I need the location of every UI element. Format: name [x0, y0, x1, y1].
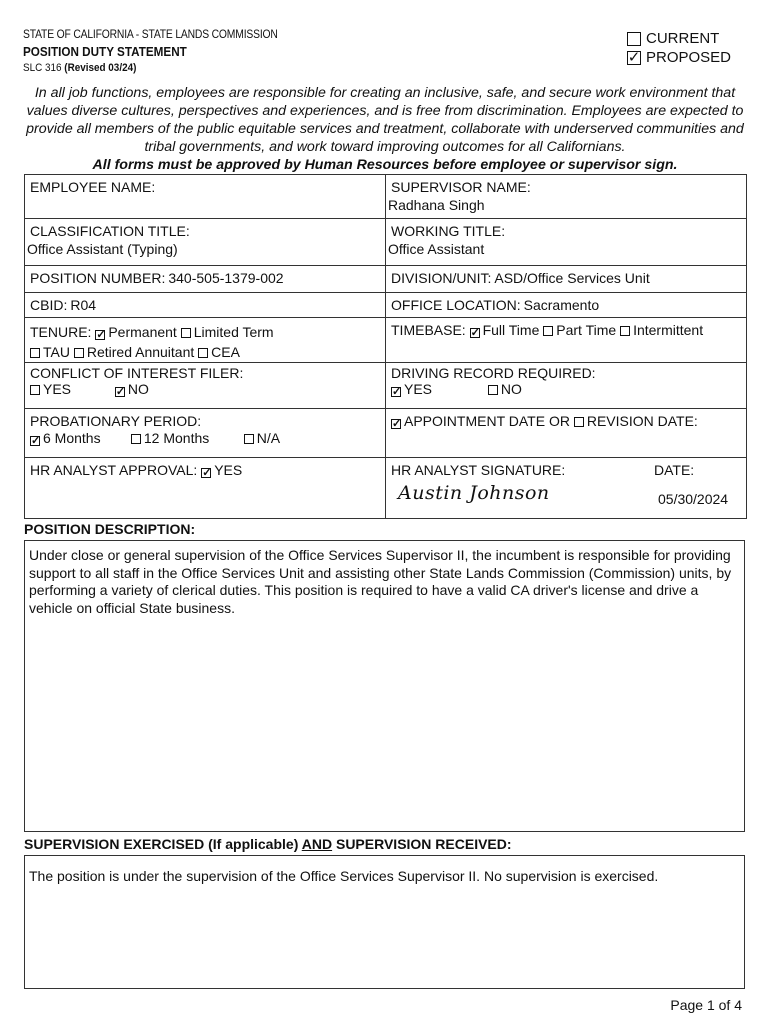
hr-approval-yes-label: YES [214, 462, 243, 478]
position-number-label: POSITION NUMBER: [30, 270, 166, 286]
tenure-retired-checkbox[interactable] [74, 348, 84, 358]
probation-cell [25, 409, 386, 458]
appointment-date-checkbox[interactable] [391, 419, 401, 429]
supervision-title-part2: SUPERVISION RECEIVED: [335, 836, 512, 852]
tenure-permanent-checkbox[interactable] [95, 330, 105, 340]
employee-name-cell[interactable] [25, 175, 386, 219]
employee-name-value[interactable] [25, 195, 385, 197]
probation-label: PROBATIONARY PERIOD: [30, 413, 202, 429]
tenure-cea-label: CEA [211, 344, 240, 360]
division-cell[interactable] [386, 266, 747, 293]
position-description-title: POSITION DESCRIPTION: [24, 521, 196, 537]
coi-label: CONFLICT OF INTEREST FILER: [30, 365, 244, 381]
working-title-label: WORKING TITLE: [391, 223, 506, 239]
appointment-cell [386, 409, 747, 458]
form-revision: (Revised 03/24) [64, 62, 137, 74]
office-location-cell[interactable] [386, 293, 747, 318]
office-location-label: OFFICE LOCATION: [391, 297, 521, 313]
driving-yes-checkbox[interactable] [391, 387, 401, 397]
hr-signature-cell [386, 458, 747, 519]
tenure-cea-checkbox[interactable] [198, 348, 208, 358]
page-number: Page 1 of 4 [670, 997, 742, 1013]
timebase-part-checkbox[interactable] [543, 326, 553, 336]
tenure-cell [25, 318, 386, 363]
supervision-box[interactable] [24, 855, 745, 989]
proposed-label: PROPOSED [646, 49, 732, 66]
hr-approval-checkbox[interactable] [201, 468, 211, 478]
date-value[interactable]: 05/30/2024 [658, 491, 729, 507]
classification-label: CLASSIFICATION TITLE: [30, 223, 190, 239]
supervisor-name-cell[interactable] [386, 175, 747, 219]
status-current[interactable] [627, 30, 719, 47]
probation-6-label: 6 Months [43, 430, 101, 446]
tenure-tau-checkbox[interactable] [30, 348, 40, 358]
current-label: CURRENT [646, 30, 720, 47]
driving-no-label: NO [500, 381, 522, 397]
employee-name-label: EMPLOYEE NAME: [30, 179, 156, 195]
driving-no-checkbox[interactable] [488, 385, 498, 395]
tenure-limited-label: Limited Term [193, 324, 274, 340]
supervision-title-part1: SUPERVISION EXERCISED (If applicable) [24, 836, 299, 852]
probation-12-label: 12 Months [143, 430, 210, 446]
coi-no-checkbox[interactable] [115, 387, 125, 397]
tenure-label: TENURE: [30, 324, 92, 340]
status-proposed[interactable] [627, 49, 731, 66]
hr-signature[interactable]: Austin Johnson [398, 482, 550, 504]
probation-na-checkbox[interactable] [244, 434, 254, 444]
proposed-checkbox[interactable]: ✓ [627, 48, 641, 66]
driving-label: DRIVING RECORD REQUIRED: [391, 365, 596, 381]
timebase-cell [386, 318, 747, 363]
revision-date-checkbox[interactable] [574, 417, 584, 427]
coi-yes-label: YES [43, 381, 72, 397]
supervision-title [24, 836, 512, 852]
hr-approval-label: HR ANALYST APPROVAL: [30, 462, 198, 478]
driving-cell [386, 363, 747, 409]
supervisor-name-label: SUPERVISOR NAME: [391, 179, 531, 195]
intro-text: In all job functions, employees are responsible for creating an inclusive, safe, and secure work environment that values diverse cultures, perspectives and experiences, and is free from discrimination. Employees are expected to provide all members of the public equitable services and treatment, collaborate with underserved communities and tribal governments, and work toward improving outcomes for all Californians. [26, 85, 744, 155]
probation-6-checkbox[interactable] [30, 436, 40, 446]
position-description-text: Under close or general supervision of the Office Services Supervisor II, the incumbent is responsible for providing support to all staff in the Office Services Unit and assisting other State Lands Commission (Commission) units, by performing a variety of clerical duties. This position is required to have a valid CA driver's license and drive a vehicle on official State business. [29, 547, 732, 616]
cbid-label: CBID: [30, 297, 68, 313]
coi-no-label: NO [127, 381, 149, 397]
revision-date-label: REVISION DATE: [586, 413, 698, 429]
supervisor-name-value[interactable]: Radhana Singh [388, 197, 485, 213]
position-number-cell[interactable] [25, 266, 386, 293]
tenure-limited-checkbox[interactable] [181, 328, 191, 338]
supervision-text: The position is under the supervision of the Office Services Supervisor II. No supervision is exercised. [29, 868, 659, 884]
form-number-code: SLC 316 [23, 62, 62, 74]
position-info-table [24, 174, 747, 519]
office-location-value[interactable]: Sacramento [523, 297, 600, 313]
appointment-date-label: APPOINTMENT DATE OR [404, 413, 570, 429]
division-value[interactable]: ASD/Office Services Unit [494, 270, 650, 286]
current-checkbox[interactable] [627, 32, 641, 46]
position-number-value[interactable]: 340-505-1379-002 [168, 270, 284, 286]
agency-name: STATE OF CALIFORNIA - STATE LANDS COMMISSION [23, 29, 278, 41]
hr-signature-label: HR ANALYST SIGNATURE: [391, 462, 566, 478]
coi-cell [25, 363, 386, 409]
intro-statement [18, 84, 752, 174]
timebase-label: TIMEBASE: [391, 322, 466, 338]
classification-cell[interactable] [25, 219, 386, 266]
date-label: DATE: [654, 462, 695, 478]
division-label: DIVISION/UNIT: [391, 270, 492, 286]
position-description-box[interactable] [24, 540, 745, 832]
tenure-tau-label: TAU [43, 344, 70, 360]
timebase-intermittent-label: Intermittent [633, 322, 704, 338]
tenure-retired-label: Retired Annuitant [86, 344, 195, 360]
driving-yes-label: YES [404, 381, 433, 397]
cbid-cell[interactable] [25, 293, 386, 318]
timebase-part-label: Part Time [556, 322, 617, 338]
probation-12-checkbox[interactable] [131, 434, 141, 444]
cbid-value[interactable]: R04 [70, 297, 97, 313]
classification-value[interactable]: Office Assistant (Typing) [27, 241, 178, 257]
supervision-title-and: AND [301, 836, 333, 852]
probation-na-label: N/A [256, 430, 281, 446]
hr-approval-cell [25, 458, 386, 519]
timebase-full-checkbox[interactable] [470, 328, 480, 338]
form-title: POSITION DUTY STATEMENT [23, 44, 187, 59]
coi-yes-checkbox[interactable] [30, 385, 40, 395]
timebase-full-label: Full Time [482, 322, 540, 338]
working-title-value[interactable]: Office Assistant [388, 241, 485, 257]
working-title-cell[interactable] [386, 219, 747, 266]
timebase-intermittent-checkbox[interactable] [620, 326, 630, 336]
tenure-permanent-label: Permanent [108, 324, 177, 340]
form-number [23, 62, 136, 74]
intro-emphasis: All forms must be approved by Human Resources before employee or supervisor sign. [92, 157, 678, 173]
